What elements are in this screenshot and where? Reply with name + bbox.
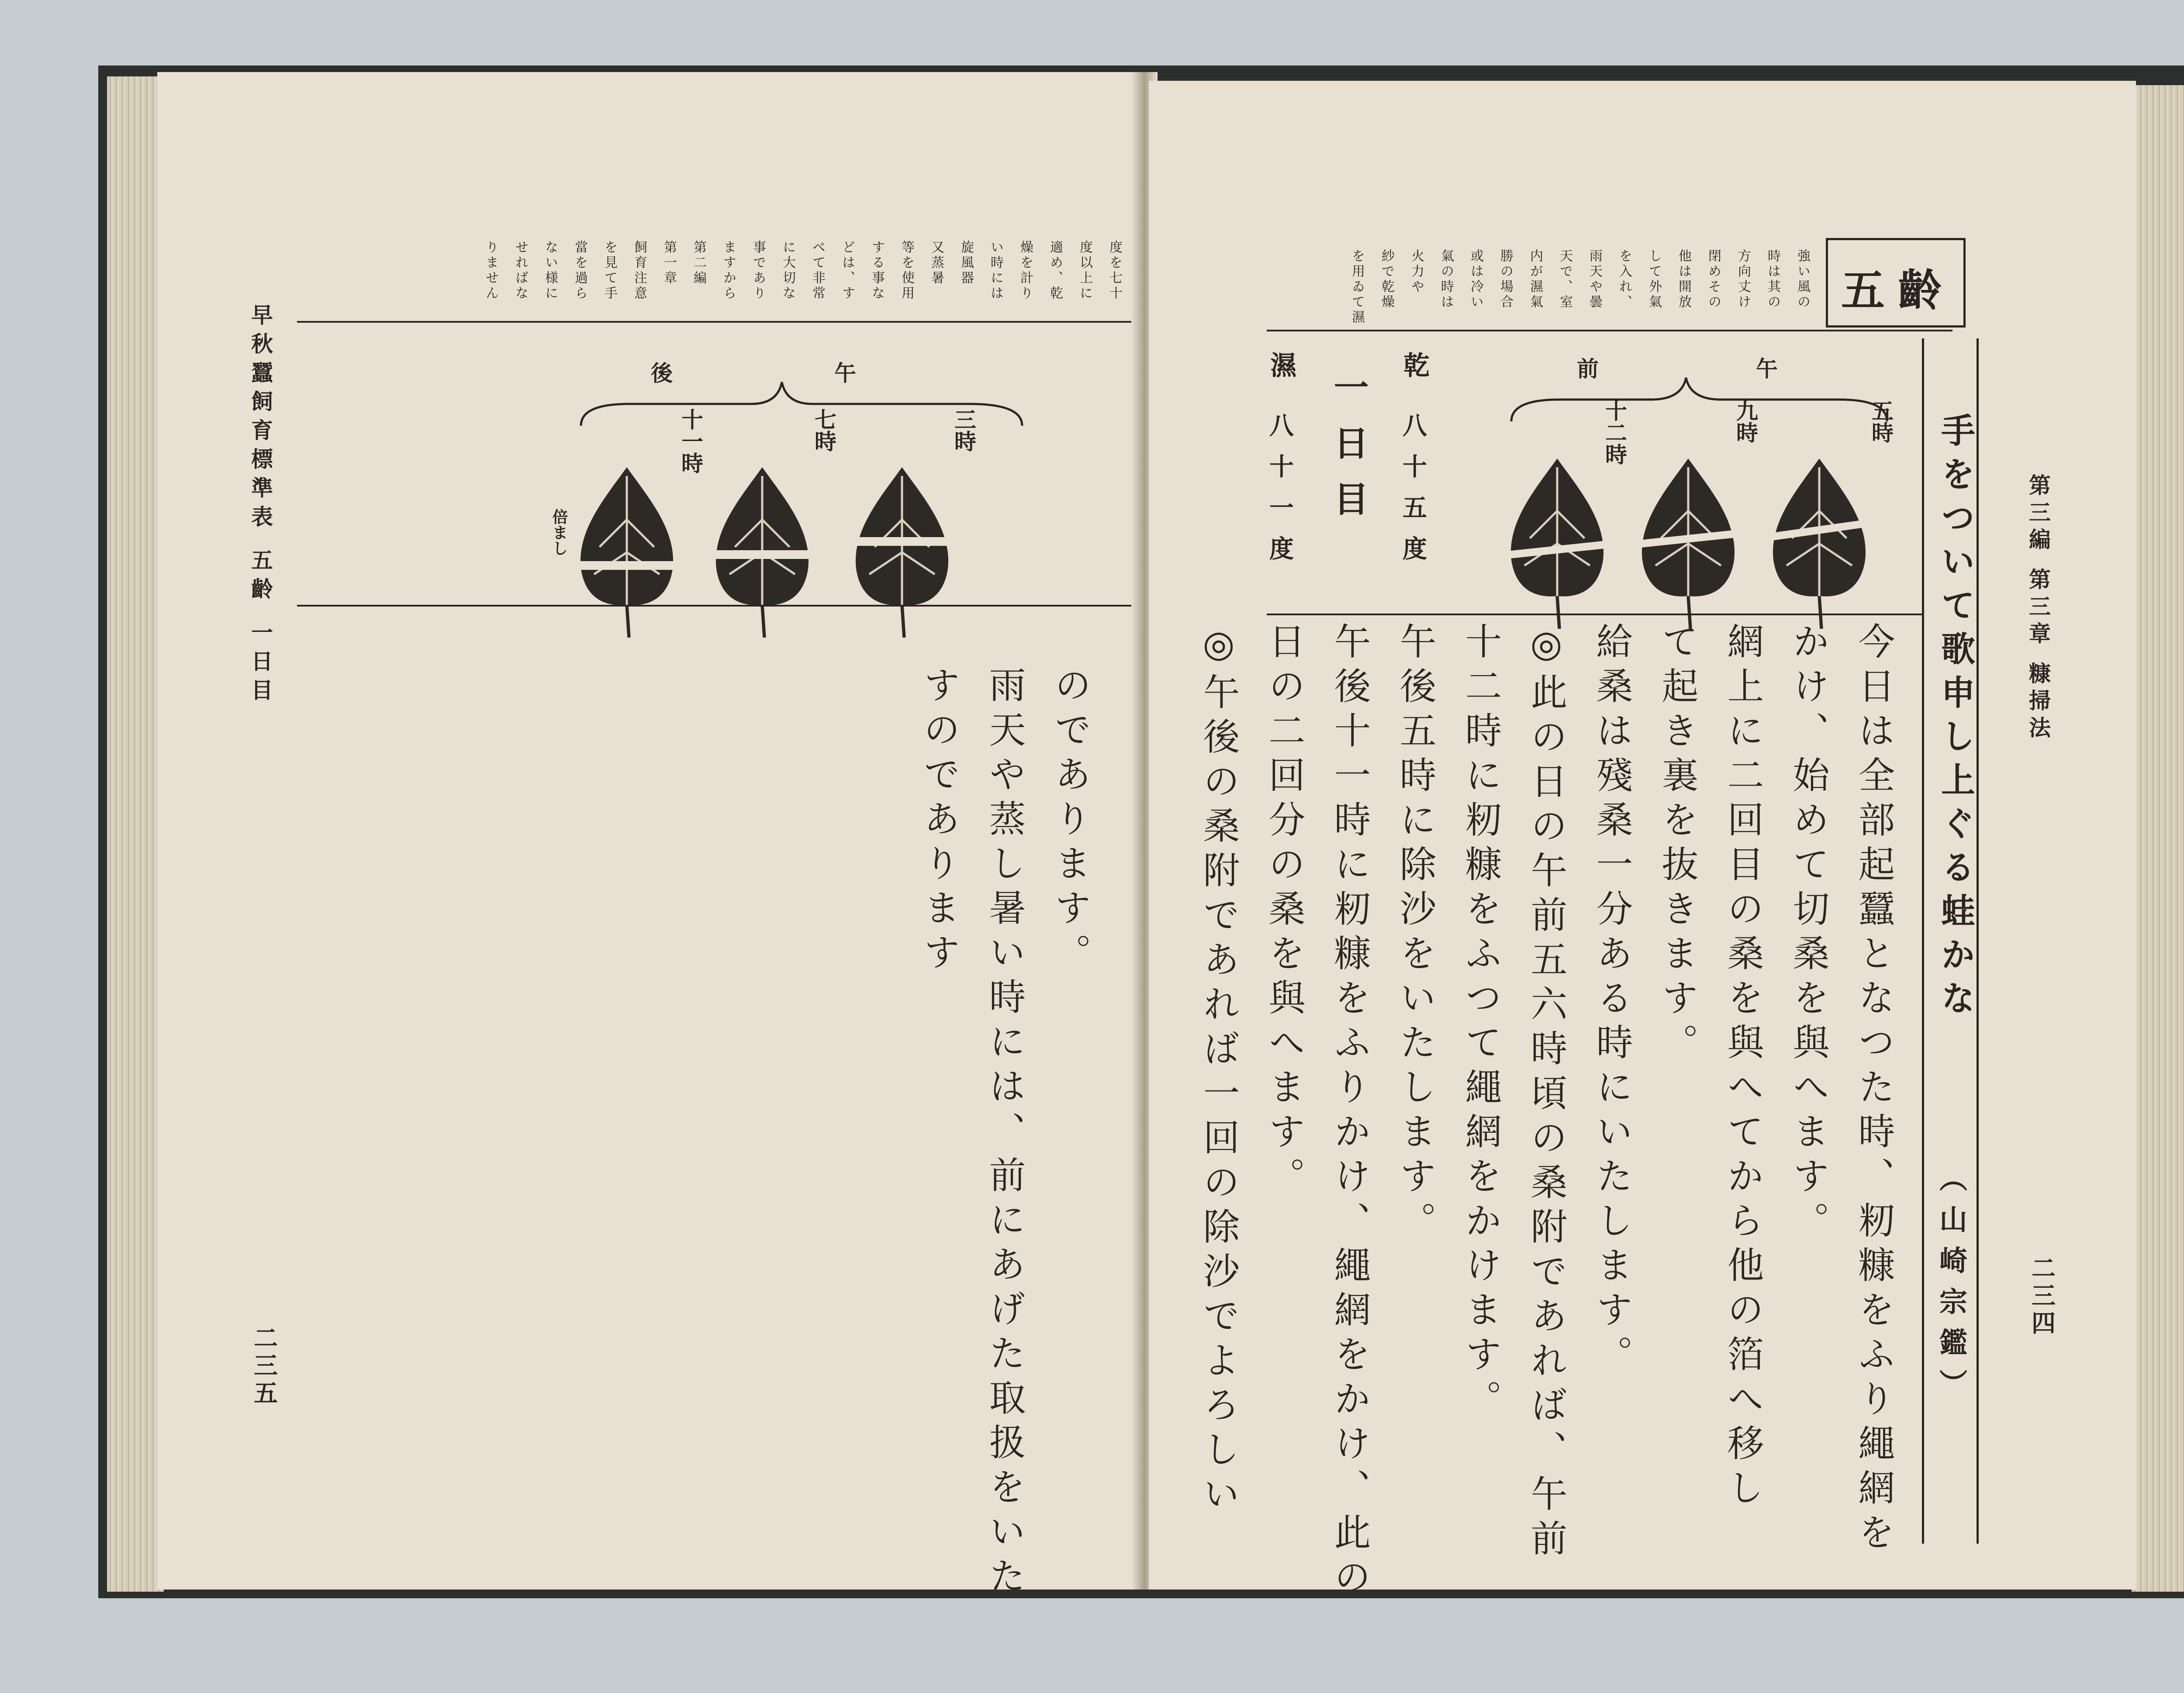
left-time-1: 三時	[951, 408, 977, 452]
gloss-line: べて非常	[810, 240, 825, 301]
day-label: 一日目	[1328, 369, 1369, 537]
left-running-head: 早秋蠶飼育標準表 五齡 一日目	[248, 303, 273, 707]
right-page	[1149, 81, 2136, 1602]
gloss-line: 飼育注意	[632, 240, 647, 301]
text-column: 日の二回分の桑を與へます。	[1263, 622, 1306, 1201]
text-column: 今日は全部起蠶となつた時、籾糠をふり繩網を	[1852, 622, 1895, 1558]
left-diagram-rule	[297, 605, 1136, 607]
gloss-line: 度以上に	[1077, 240, 1092, 301]
gloss-line: 適め、乾	[1047, 240, 1063, 301]
gloss-line: する事な	[869, 240, 885, 301]
poet-name: （山崎宗鑑）	[1935, 1164, 1967, 1410]
dry-bulb-label: 乾	[1399, 352, 1430, 378]
gloss-line: を見て手	[602, 240, 617, 301]
left-page-number: 二三五	[250, 1325, 278, 1408]
text-column: 午後十一時に籾糠をふりかけ、繩網をかけ、此の	[1328, 622, 1371, 1602]
text-column: すのであります	[918, 666, 961, 978]
gloss-line: 等を使用	[899, 240, 914, 301]
gloss-line: どは、す	[840, 240, 855, 301]
gloss-line: に大切な	[780, 240, 795, 301]
text-column: 雨天や蒸し暑い時には、前にあげた取扱をいた	[983, 666, 1026, 1601]
gloss-line: ない様に	[543, 240, 558, 301]
right-body-text	[1186, 622, 1907, 1602]
left-page	[157, 72, 1144, 1601]
gloss-line: 他は開放	[1676, 249, 1691, 310]
text-column: ◎此の日の午前五六時頃の桑附であれば、午前	[1525, 622, 1568, 1564]
gloss-line: 勝の場合	[1498, 249, 1513, 310]
gloss-line: い時には	[988, 240, 1003, 301]
left-bracket-label-1: 午	[834, 360, 856, 386]
gloss-line: 當を過ら	[572, 240, 587, 301]
text-column: 網上に二回目の桑を與へてから他の箔へ移し	[1721, 622, 1764, 1513]
poem-frame-left	[1922, 338, 1924, 1544]
gloss-line: 燥を計り	[1018, 240, 1033, 301]
gloss-line: 閉めその	[1706, 249, 1721, 310]
gloss-line: りません	[483, 240, 498, 301]
mulberry-leaf-icon	[1503, 456, 1612, 631]
left-note: 倍まし	[550, 509, 568, 556]
gloss-line: 第二編	[691, 240, 706, 286]
poem: 手をついて歌申し上ぐる蛙かな	[1935, 413, 1975, 1024]
right-page-edges	[2132, 85, 2184, 1592]
gloss-line: 方向丈け	[1735, 249, 1751, 310]
left-body-text	[906, 666, 1103, 1601]
right-running-head: 第三編 第三章 糠掃法	[2025, 474, 2051, 743]
right-time-1: 五時	[1868, 400, 1894, 443]
wet-bulb-label: 濕	[1266, 352, 1296, 378]
wet-bulb-value: 八十一度	[1265, 413, 1294, 577]
gloss-line: 氣の時は	[1438, 249, 1454, 310]
left-gloss-block	[476, 240, 1129, 319]
gloss-line: 度を七十	[1107, 240, 1122, 301]
gloss-line: 第一章	[661, 240, 677, 286]
text-column: ◎午後の桑附であれば一回の除沙でよろしい	[1197, 622, 1240, 1519]
mulberry-leaf-icon	[1765, 456, 1874, 631]
dry-bulb-value: 八十五度	[1399, 413, 1427, 577]
left-time-2: 七時	[811, 408, 837, 452]
gloss-line: せればな	[513, 240, 528, 301]
left-bracket-label-2: 後	[651, 360, 673, 386]
mulberry-leaf-icon	[847, 465, 957, 640]
gloss-line: 或は冷い	[1468, 249, 1483, 310]
right-notes-rule	[1267, 330, 1952, 331]
right-time-2: 九時	[1733, 400, 1759, 443]
text-column: のであります。	[1049, 666, 1092, 978]
right-page-number: 二三四	[2028, 1255, 2056, 1338]
gloss-line: を用ゐて濕	[1349, 249, 1365, 325]
gloss-line: 火力や	[1409, 249, 1424, 295]
gloss-line: 天で、室	[1557, 249, 1572, 310]
gloss-line: 強い風の	[1795, 249, 1810, 310]
left-notes-rule	[297, 321, 1136, 323]
mulberry-leaf-icon	[572, 465, 681, 640]
gloss-line: 内が濕氣	[1527, 249, 1543, 310]
gloss-line: ますから	[721, 240, 736, 301]
text-column: 十二時に籾糠をふつて繩網をかけます。	[1459, 622, 1502, 1424]
gloss-line: 旋風器	[958, 240, 974, 286]
left-page-edges	[107, 76, 164, 1592]
left-time-3: 十一時	[678, 408, 704, 474]
right-bracket-label-1: 午	[1756, 356, 1778, 382]
right-time-3: 十二時	[1602, 400, 1628, 465]
right-diagram-rule	[1267, 614, 1922, 615]
gloss-line: 紗で乾燥	[1379, 249, 1394, 310]
mulberry-leaf-icon	[1634, 456, 1743, 631]
section-title: 五齡	[1841, 265, 1955, 316]
mulberry-leaf-icon	[708, 465, 817, 640]
text-column: 給桑は殘桑一分ある時にいたします。	[1590, 622, 1633, 1379]
gloss-line: 事であり	[750, 240, 766, 301]
right-gloss-block	[1342, 249, 1817, 328]
gloss-line: 又蒸暑	[929, 240, 944, 286]
gloss-line: 時は其の	[1765, 249, 1780, 310]
gloss-line: を入れ、	[1617, 249, 1632, 310]
gloss-line: 雨天や曇	[1587, 249, 1602, 310]
right-bracket-label-2: 前	[1577, 356, 1599, 382]
right-brace-icon	[1507, 373, 1891, 426]
text-column: かけ、始めて切桑を與へます。	[1787, 622, 1830, 1246]
gloss-line: して外氣	[1646, 249, 1662, 310]
text-column: て起き裏を抜きます。	[1656, 622, 1699, 1068]
text-column: 午後五時に除沙をいたします。	[1394, 622, 1437, 1246]
